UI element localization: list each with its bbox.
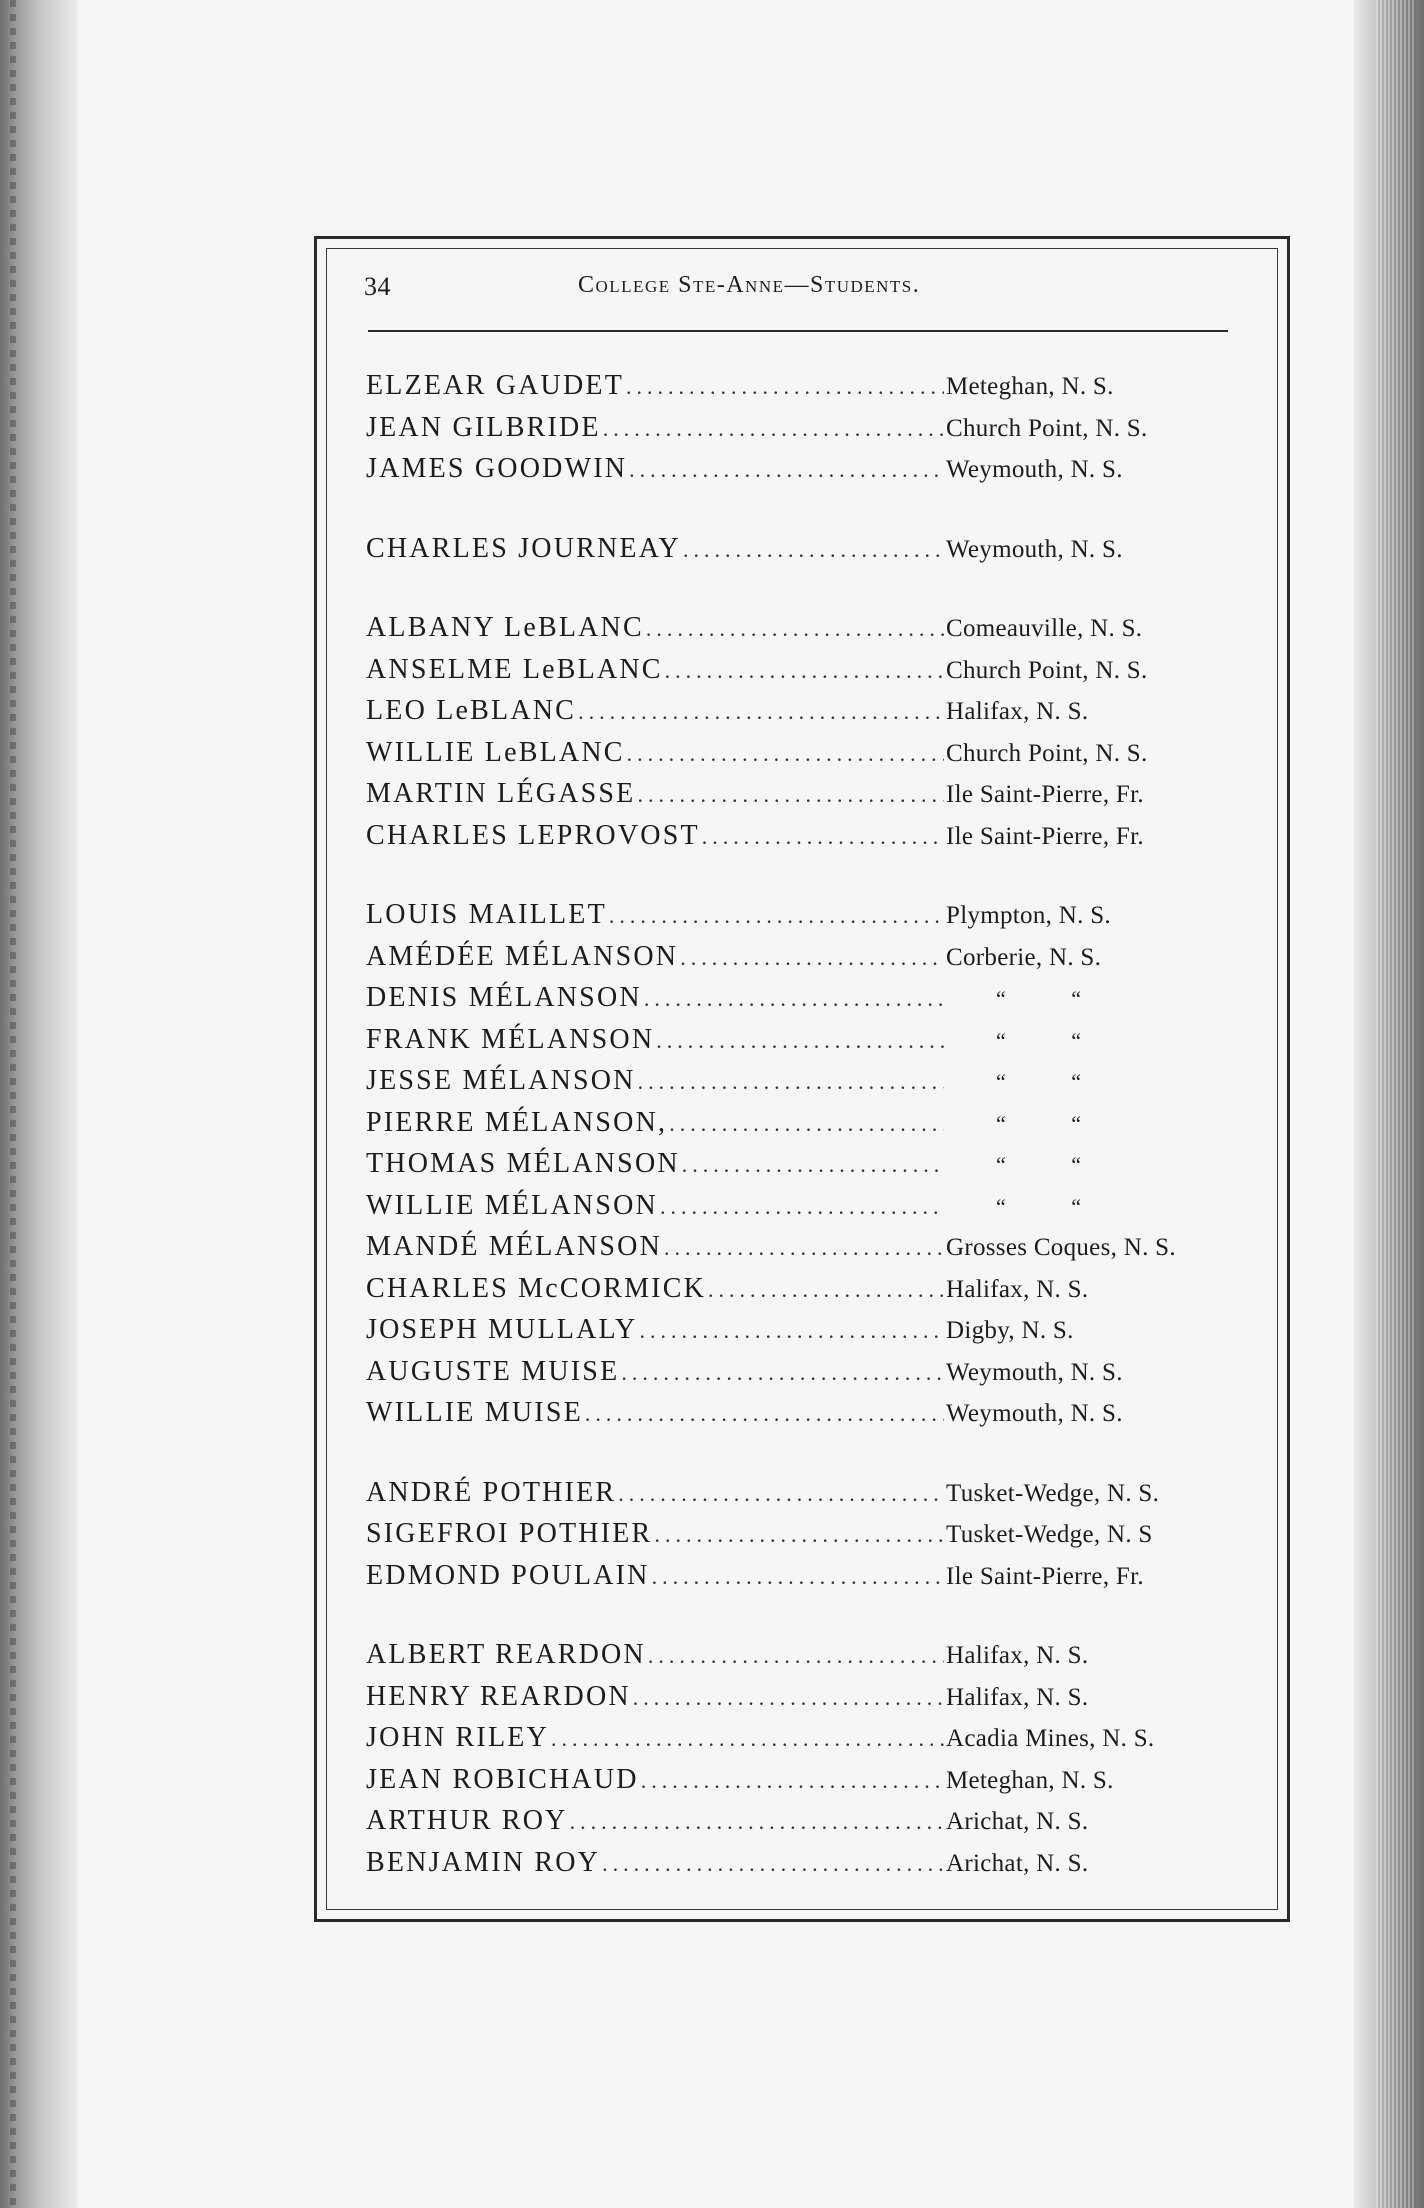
student-hometown: Ile Saint-Pierre, Fr. (946, 1562, 1144, 1590)
dot-leader (646, 616, 944, 642)
student-name: AMÉDÉE MÉLANSON (366, 940, 679, 972)
student-name: BENJAMIN ROY (366, 1846, 601, 1878)
student-hometown: Tusket-Wedge, N. S (946, 1521, 1153, 1548)
student-name: ELZEAR GAUDET (366, 370, 625, 401)
dot-leader (609, 903, 944, 929)
student-hometown: “ “ (996, 1110, 1082, 1136)
student-entry (366, 1024, 1246, 1066)
student-entry (366, 533, 1246, 575)
dot-leader (621, 1360, 944, 1386)
student-hometown: Halifax, N. S. (946, 698, 1089, 725)
student-hometown: “ “ (996, 986, 1082, 1011)
student-group (366, 370, 1246, 495)
student-hometown: Meteghan, N. S. (946, 373, 1114, 400)
student-hometown: Ile Saint-Pierre, Fr. (946, 822, 1144, 850)
student-entry (366, 695, 1246, 737)
dot-leader (627, 741, 944, 767)
running-head: College Ste-Anne—Students. (578, 272, 921, 298)
student-hometown: “ “ (996, 1069, 1082, 1094)
student-hometown: “ “ (996, 1027, 1082, 1053)
student-entry (366, 1847, 1246, 1889)
dot-leader (633, 1685, 944, 1711)
student-hometown: Weymouth, N. S. (946, 535, 1123, 563)
student-entry (366, 1190, 1246, 1232)
dot-leader (664, 1235, 944, 1261)
student-entry (366, 941, 1246, 983)
student-name: JOSEPH MULLALY (366, 1314, 638, 1345)
student-name: MARTIN LÉGASSE (366, 778, 636, 809)
student-name: WILLIE MUISE (366, 1397, 583, 1428)
dot-leader (585, 1401, 944, 1427)
dot-leader (682, 1152, 944, 1178)
student-hometown: “ “ (996, 1193, 1082, 1219)
student-name: EDMOND POULAIN (366, 1559, 650, 1591)
student-group (366, 533, 1246, 575)
student-hometown: Corberie, N. S. (946, 943, 1102, 971)
student-entry (366, 1518, 1246, 1560)
dot-leader (551, 1726, 944, 1752)
student-entry (366, 1273, 1246, 1315)
student-group (366, 1477, 1246, 1602)
student-entry (366, 899, 1246, 941)
student-name: ALBANY LeBLANC (366, 612, 644, 643)
student-hometown: Halifax, N. S. (946, 1642, 1089, 1669)
student-name: JESSE MÉLANSON (366, 1065, 636, 1096)
student-hometown: Arichat, N. S. (946, 1849, 1089, 1877)
student-name: WILLIE LeBLANC (366, 736, 625, 768)
student-hometown: Ile Saint-Pierre, Fr. (946, 781, 1144, 808)
student-entry (366, 1477, 1246, 1519)
student-hometown: Halifax, N. S. (946, 1275, 1089, 1303)
dot-leader (702, 824, 944, 850)
student-name: JEAN ROBICHAUD (366, 1763, 639, 1795)
dot-leader (602, 1851, 944, 1877)
dot-leader (660, 1194, 944, 1220)
student-hometown: Halifax, N. S. (946, 1683, 1089, 1711)
dot-leader (683, 537, 944, 563)
student-name: ANDRÉ POTHIER (366, 1476, 617, 1508)
dot-leader (570, 1809, 944, 1835)
dot-leader (578, 699, 944, 725)
student-entry (366, 737, 1246, 779)
student-name: LOUIS MAILLET (366, 899, 607, 930)
student-name: LEO LeBLANC (366, 695, 577, 726)
student-entry (366, 982, 1246, 1024)
student-entry (366, 654, 1246, 696)
student-group (366, 899, 1246, 1439)
student-entry (366, 1397, 1246, 1439)
student-name: PIERRE MÉLANSON, (366, 1106, 668, 1138)
dot-leader (652, 1564, 944, 1590)
student-hometown: Tusket-Wedge, N. S. (946, 1479, 1160, 1507)
student-hometown: Meteghan, N. S. (946, 1766, 1114, 1794)
dot-leader (654, 1522, 944, 1548)
student-name: JAMES GOODWIN (366, 453, 628, 484)
dot-leader (708, 1277, 944, 1303)
student-entry (366, 1722, 1246, 1764)
student-name: CHARLES LEPROVOST (366, 819, 700, 851)
student-name: WILLIE MÉLANSON (366, 1189, 658, 1221)
student-name: CHARLES McCORMICK (366, 1272, 706, 1304)
dot-leader (618, 1481, 944, 1507)
student-name: MANDÉ MÉLANSON (366, 1231, 663, 1262)
student-name: HENRY REARDON (366, 1680, 631, 1712)
student-name: ALBERT REARDON (366, 1639, 646, 1670)
dot-leader (637, 782, 944, 808)
student-entry (366, 1148, 1246, 1190)
student-group (366, 1639, 1246, 1888)
student-hometown: Grosses Coques, N. S. (946, 1234, 1176, 1261)
page-edges (1354, 0, 1424, 2208)
student-hometown: Weymouth, N. S. (946, 1400, 1123, 1427)
dot-leader (648, 1643, 944, 1669)
dot-leader (639, 1318, 944, 1344)
student-name: ANSELME LeBLANC (366, 653, 663, 685)
student-hometown: Plympton, N. S. (946, 902, 1111, 929)
student-hometown: Weymouth, N. S. (946, 456, 1123, 483)
student-entry (366, 1356, 1246, 1398)
student-name: JOHN RILEY (366, 1722, 549, 1753)
student-hometown: Church Point, N. S. (946, 414, 1148, 442)
student-entry (366, 820, 1246, 862)
dot-leader (638, 1069, 944, 1095)
student-entry (366, 412, 1246, 454)
student-name: AUGUSTE MUISE (366, 1355, 620, 1387)
dot-leader (669, 1111, 944, 1137)
student-entry (366, 612, 1246, 654)
student-name: ARTHUR ROY (366, 1805, 568, 1836)
student-entry (366, 1805, 1246, 1847)
student-name: THOMAS MÉLANSON (366, 1148, 680, 1179)
student-entry (366, 1681, 1246, 1723)
student-list (366, 370, 1246, 1926)
student-entry (366, 1764, 1246, 1806)
dot-leader (656, 1028, 944, 1054)
student-name: JEAN GILBRIDE (366, 411, 601, 443)
student-entry (366, 1639, 1246, 1681)
student-group (366, 612, 1246, 861)
student-hometown: “ “ (996, 1152, 1082, 1177)
dot-leader (629, 457, 944, 483)
student-name: CHARLES JOURNEAY (366, 532, 681, 564)
student-entry (366, 1107, 1246, 1149)
student-hometown: Church Point, N. S. (946, 739, 1148, 767)
student-entry (366, 1314, 1246, 1356)
student-entry (366, 1231, 1246, 1273)
student-name: FRANK MÉLANSON (366, 1023, 655, 1055)
student-entry (366, 453, 1246, 495)
student-name: SIGEFROI POTHIER (366, 1518, 653, 1549)
dot-leader (603, 416, 944, 442)
dot-leader (641, 1768, 944, 1794)
student-hometown: Weymouth, N. S. (946, 1358, 1123, 1386)
student-hometown: Church Point, N. S. (946, 656, 1148, 684)
dot-leader (680, 945, 944, 971)
student-entry (366, 1560, 1246, 1602)
student-hometown: Arichat, N. S. (946, 1808, 1089, 1835)
student-entry (366, 370, 1246, 412)
student-hometown: Digby, N. S. (946, 1317, 1074, 1344)
dot-leader (665, 658, 944, 684)
student-entry (366, 778, 1246, 820)
student-hometown: Comeauville, N. S. (946, 615, 1143, 642)
book-spine-shadow (0, 0, 78, 2208)
page-number: 34 (364, 272, 391, 301)
page-header (364, 270, 1224, 310)
student-entry (366, 1065, 1246, 1107)
student-name: DENIS MÉLANSON (366, 982, 642, 1013)
dot-leader (644, 986, 944, 1012)
student-hometown: Acadia Mines, N. S. (946, 1725, 1155, 1752)
dot-leader (626, 374, 944, 400)
header-rule (368, 330, 1228, 332)
